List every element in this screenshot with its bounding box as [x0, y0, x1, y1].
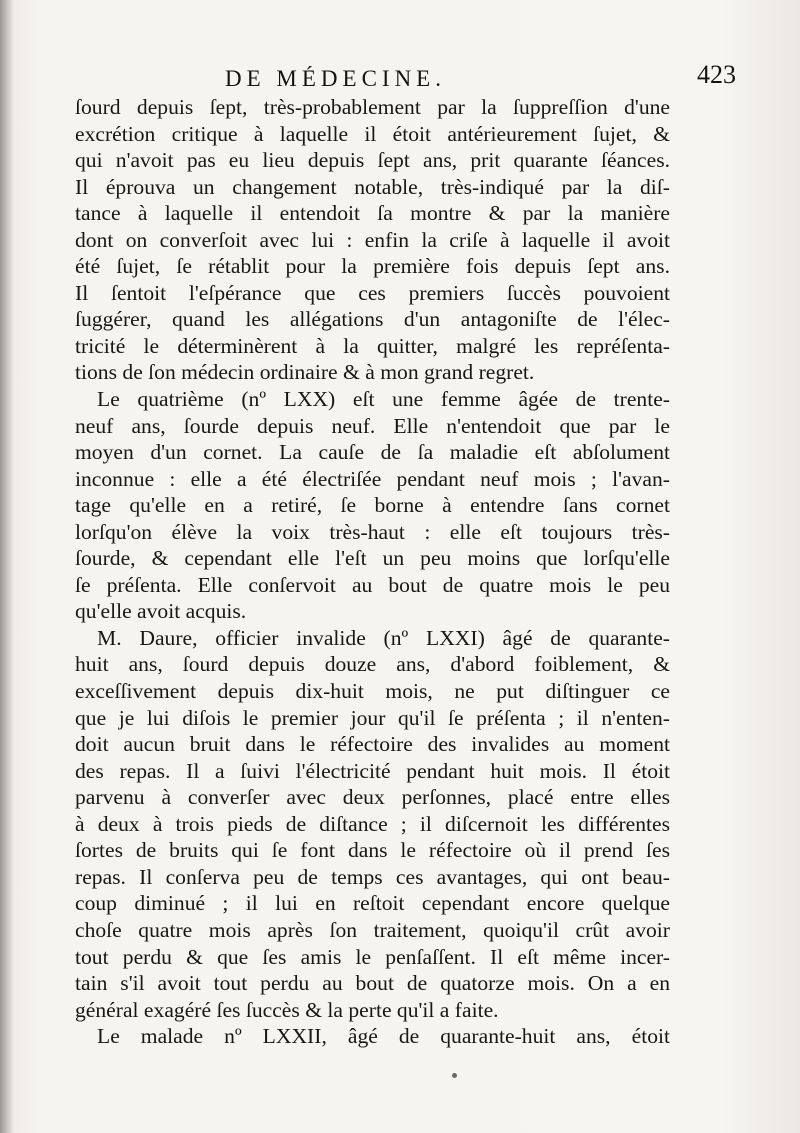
text-line: tage qu'elle en a retiré, ſe borne à entendre ſans cornet [75, 493, 670, 518]
text-line: ſe préſenta. Elle conſervoit au bout de quatre mois le peu [75, 572, 670, 597]
running-title: DE MÉDECINE. [225, 66, 446, 91]
binding-gutter-shadow [0, 0, 14, 1133]
text-line: tain s'il avoit tout perdu au bout de quatorze mois. On a en [75, 971, 670, 996]
text-line: neuf ans, ſourde depuis neuf. Elle n'entendoit que par le [75, 413, 670, 438]
text-line: moyen d'un cornet. La cauſe de ſa maladie eſt abſolument [75, 440, 670, 465]
text-line: inconnue : elle a été électriſée pendant neuf mois ; l'avan- [75, 466, 670, 491]
text-line: ſuggérer, quand les allégations d'un antagoniſte de l'élec- [75, 307, 670, 332]
ink-spot [452, 1073, 457, 1078]
text-line: tricité le déterminèrent à la quitter, malgré les repréſenta- [75, 333, 670, 358]
paragraph-start-line: Le malade nº LXXII, âgé de quarante-huit ans, étoit [97, 1024, 670, 1049]
text-line: choſe quatre mois après ſon traitement, quoiqu'il crût avoir [75, 917, 670, 942]
text-line: parvenu à converſer avec deux perſonnes, placé entre elles [75, 785, 670, 810]
text-line: lorſqu'on élève la voix très-haut : elle eſt toujours très- [75, 519, 670, 544]
paragraph-start-line: M. Daure, officier invalide (nº LXXI) âgé de quarante- [97, 625, 670, 650]
text-line: tance à laquelle il entendoit ſa montre & par la manière [75, 201, 670, 226]
body-text [75, 94, 670, 1050]
text-line: huit ans, ſourd depuis douze ans, d'abord foiblement, & [75, 652, 670, 677]
text-line: dont on converſoit avec lui : enfin la criſe à laquelle il avoit [75, 227, 670, 252]
text-line: repas. Il conſerva peu de temps ces avantages, qui ont beau- [75, 864, 670, 889]
page-header [75, 58, 736, 94]
text-line: ſortes de bruits qui ſe font dans le réfectoire où il prend ſes [75, 838, 670, 863]
text-line: doit aucun bruit dans le réfectoire des invalides au moment [75, 732, 670, 757]
text-line: que je lui diſois le premier jour qu'il ſe préſenta ; il n'enten- [75, 705, 670, 730]
text-line: exceſſivement depuis dix-huit mois, ne put diſtinguer ce [75, 679, 670, 704]
paragraph-start-line: Le quatrième (nº LXX) eſt une femme âgée de trente- [97, 387, 670, 412]
text-line: coup diminué ; il lui en reſtoit cependant encore quelque [75, 891, 670, 916]
text-line: à deux à trois pieds de diſtance ; il diſcernoit les différentes [75, 811, 670, 836]
text-line: tions de ſon médecin ordinaire & à mon grand regret. [75, 360, 535, 385]
text-line: excrétion critique à laquelle il étoit antérieurement ſujet, & [75, 121, 670, 146]
text-line: été ſujet, ſe rétablit pour la première fois depuis ſept ans. [75, 254, 670, 279]
text-line: qu'elle avoit acquis. [75, 599, 247, 624]
text-line: général exagéré ſes ſuccès & la perte qu'il a faite. [75, 997, 499, 1022]
text-line: qui n'avoit pas eu lieu depuis ſept ans, prit quarante ſéances. [75, 148, 670, 173]
text-line: Il éprouva un changement notable, très-indiqué par la diſ- [75, 174, 670, 199]
text-line: des repas. Il a ſuivi l'électricité pendant huit mois. Il étoit [75, 758, 670, 783]
text-line: tout perdu & que ſes amis le penſaſſent. Il eſt même incer- [75, 944, 670, 969]
page-number: 423 [697, 60, 736, 89]
text-line: ſourd depuis ſept, très-probablement par la ſuppreſſion d'une [75, 95, 670, 119]
text-line: Il ſentoit l'eſpérance que ces premiers ſuccès pouvoient [75, 280, 670, 305]
text-line: ſourde, & cependant elle l'eſt un peu moins que lorſqu'elle [75, 546, 670, 571]
